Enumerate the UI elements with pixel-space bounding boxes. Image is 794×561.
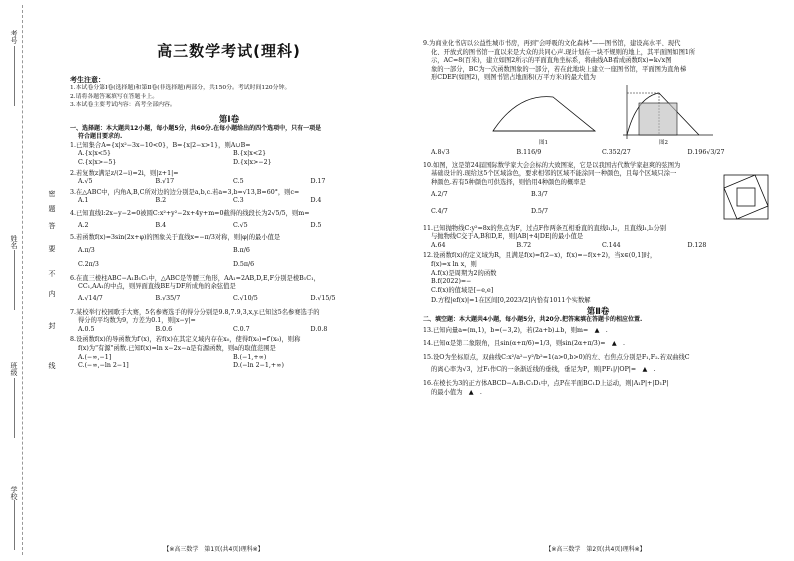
option: C.5 [233,178,244,186]
question-11-options [423,242,773,251]
option: B.π/6 [233,246,250,254]
question-9-options [423,149,773,158]
option: B.√17 [155,178,175,186]
figure-1-caption: 图1 [539,139,548,146]
option: B.3/7 [531,191,548,199]
question-9-cont: 形CDEF(如图2)，则图书馆占地面积(万平方米)的最大值为 [431,74,596,82]
page-2-footer: 【※高三数学 第2页(共4页)理科※】 [545,546,646,553]
figure-land-plots [423,83,773,149]
question-8: 8.设函数f(x)的导函数为f′(x)，若f(x)在其定义域内存在x₀，使得f(x₀)=f′(x₀)，则称 [70,336,301,344]
class-label: 班级 [10,362,18,376]
question-5: 5.若函数f(x)=3sin(2x+φ)的图象关于直线x=−π/3对称，则|φ|的最小值是 [70,234,281,242]
seal-char: 答 [48,222,56,229]
question-13: 13.已知向量a=(m,1)，b=(−3,2)，若(2a+b)⊥b，则m= ▲ . [423,327,608,335]
page-1-footer: 【※高三数学 第1页(共4页)理科※】 [163,546,264,553]
question-5-options [70,247,388,256]
exam-number-blank [14,46,15,106]
question-7-options [70,326,388,335]
question-8-options [70,362,388,371]
option: A.π/3 [78,246,95,254]
option: C.144 [602,241,621,249]
option: C.f(x)的值域是[−e,e] [431,286,494,294]
section-1-intro-cont: 符合题目要求的. [78,133,123,141]
question-6-cont: CC₁,AA₁的中点，则异面直线BE与DF所成角的余弦值是 [78,283,236,291]
option: C.2π/3 [78,261,99,269]
question-9-cont: 象的一部分，BC为一次函数图象的一部分，若在此地块上建立一座图书馆，平面图为直角梯 [431,65,687,73]
option: D.{x|x>−2} [233,158,272,166]
section-1-heading: 第Ⅰ卷 [218,114,240,125]
seal-line [22,5,23,555]
option: B.√35/7 [155,295,181,303]
page2-content [423,40,773,398]
question-11-cont: 与抛物线C交于A,B和D,E，则|AB|+4|DE|的最小值是 [431,233,584,241]
question-4: 4.已知直线l:2x−y−2=0被圆C:x²+y²−2x+4y+m=0截得的线段长为2√5/5，则m= [70,209,310,217]
question-4-options [70,222,388,231]
option: C.√5 [233,221,248,229]
binding-margin [0,0,60,561]
option: C.√10/5 [233,295,258,303]
notice-heading: 考生注意： [70,75,105,84]
question-11: 11.已知抛物线C:y²=8x的焦点为F，过点F作两条互相垂直的直线l₁,l₂，且直线l₁,l₂分别 [423,224,667,232]
seal-char: 线 [48,362,56,369]
question-10-options [423,191,631,200]
option: B.{x|x<2} [233,150,267,158]
section-2-intro: 二、填空题：本大题共4小题，每小题5分，共20分.把答案填在答题卡的相应位置. [423,316,643,324]
option: A.√14/7 [78,295,103,303]
section-2-heading: 第Ⅱ卷 [586,306,610,317]
option: D.196√3/27 [687,148,725,156]
name-label: 姓名 [10,235,18,249]
question-8-cont: f(x)为"有源"函数.已知f(x)=ln x−2x−a是有源函数，则a的取值范围是 [78,345,276,353]
question-3-options [70,197,388,206]
option: D.方程|ef(x)|=1在区间[0,2023/2]内恰有1011个实数解 [431,297,591,305]
question-10-cont: 种颜色.若有5种颜色可供选择，则恰用4种颜色的概率是 [431,178,586,186]
seal-char: 题 [48,205,56,212]
question-16-cont: 的最小值为 ▲ . [431,389,482,397]
option: C.3 [233,197,244,205]
question-5-options [70,261,388,270]
option: D.128 [687,241,707,249]
option: D.17 [310,178,326,186]
option: A.0.5 [78,325,95,333]
question-2: 2.若复数z满足z/(2−i)=2i，则|z+1|= [70,169,179,177]
option: C.0.7 [233,325,250,333]
seal-char: 密 [48,190,56,197]
fig2-trapezoid [639,103,677,135]
question-9-figures [423,83,773,149]
section-1-intro: 一、选择题：本大题共12小题，每小题5分，共60分.在每小题给出的四个选项中，只有一项是 [70,124,322,132]
exam-number-label: 考号 [10,30,18,44]
option: C.352/27 [602,148,631,156]
option: A.8√3 [431,148,450,156]
exam-title: 高三数学考试(理科) [157,42,301,60]
option: A.(−∞,−1] [78,353,112,361]
question-7-cont: 得分的平均数为9，方差为0.1，则|x−y|= [78,317,196,325]
question-16: 16.在棱长为3的正方体ABCD−A₁B₁C₁D₁中，点P在平面BC₁D上运动，则|A₁P|+|D₁P| [423,380,669,388]
question-12-cont: f(x)=x ln x，则 [431,260,477,268]
option: D.5π/6 [233,261,255,269]
seal-char: 要 [48,245,56,252]
school-blank [14,500,15,550]
question-14: 14.已知α是第二象限角，且sin(α+π/6)=1/3，则sin(2α+π/3)= ▲ . [423,339,625,347]
option: A.{x|x<5} [78,150,112,158]
question-3: 3.在△ABC中，内角A,B,C所对边的边分别是a,b,c.若a=3,b=√13,B=60°，则c= [70,188,300,196]
question-10-cont: 基础设计的.现给这5个区域涂色，要求相邻的区域不能涂同一种颜色，且每个区域只涂一 [431,170,677,178]
option: A.1 [78,197,89,205]
fig1-outline [493,97,595,131]
question-9: 9.为商业化书店以公益性城市书房，再到"会呼吸的文化森林"——图书馆，建设高水平、现代 [423,40,681,47]
question-6: 6.在直三棱柱ABC−A₁B₁C₁中，△ABC是等腰三角形，AA₁=2AB,D,E,F分别是棱B₁C₁， [70,274,320,282]
question-1: 1.已知集合A={x|x²−3x−10<0}，B={x|2−x>1}，则A∪B= [70,141,251,149]
seal-char: 内 [48,290,56,297]
option: D.√15/5 [310,295,336,303]
option: A.2/7 [431,191,448,199]
option: A.64 [431,241,446,249]
question-9-cont: 示，AC=8(百米)，建立如图2所示的平面直角坐标系，将曲线AB看成函数f(x)=k√x图 [431,57,672,65]
option: D.(−ln 2−1,+∞) [233,362,284,370]
option: C.4/7 [431,207,448,215]
question-7: 7.某校举行校园歌手大赛，5名参赛选手的得分分别是9.8,7.9,3,x,y.已知这5名参赛选手的 [70,308,320,316]
notice-item: 3.本试卷主要考试内容：高考全部内容。 [70,102,176,109]
option: B.72 [516,241,532,249]
option: B.(−1,+∞) [233,353,267,361]
notice-item: 1.本试卷分第Ⅰ卷(选择题)和第Ⅱ卷(非选择题)两部分，共150分。考试时间120分钟。 [70,85,291,92]
question-10: 10.如图，这是第24届国际数学家大会会标的大致图案，它是以我国古代数学家赵爽的弦图为 [423,161,681,169]
exam-page-2 [397,0,794,561]
school-label: 学校 [10,486,18,500]
seal-char: 不 [48,270,56,277]
option: B.0.6 [155,325,173,333]
option: B.4 [155,221,167,229]
option: D.5/7 [531,207,548,215]
option: B.2 [155,197,167,205]
question-9-cont: 化、开放式的图书馆一直以来是大众的共同心声.现计划在一块不规则的地上，其平面图如图1所 [431,48,696,56]
question-6-options [70,295,388,304]
option: B.f(2022)=− [431,278,472,286]
question-15: 15.设O为坐标原点，双曲线C:x²/a²−y²/b²=1(a>0,b>0)的左、右焦点分别是F₁,F₂.若双曲线C [423,354,690,362]
option: D.5 [310,221,322,229]
option: C.{x|x>−5} [78,158,117,166]
figure-2-caption: 图2 [659,139,668,146]
page1-content [70,42,388,371]
option: D.0.8 [310,325,328,333]
option: A.2 [78,221,89,229]
question-15-cont: 的离心率为√3，过F₁作C的一条渐近线的垂线，垂足为P，则|PF₁|/|OP|= ▲ . [431,365,656,373]
question-10-options [423,208,631,217]
question-8-options [70,354,388,363]
option: C.(−∞,−ln 2−1] [78,362,129,370]
question-12: 12.设函数f(x)的定义域为R，且满足f(x)=f(2−x)，f(x)=−f(x+2)，当x∈(0,1]时， [423,252,657,260]
notice-item: 2.请将各题答案填写在答题卡上。 [70,93,159,100]
question-10-block [423,162,773,217]
question-1-options [70,159,388,168]
option: A.√5 [78,178,93,186]
option: B.116/9 [516,148,542,156]
class-blank [14,378,15,438]
question-1-options [70,150,388,159]
option: D.4 [310,197,322,205]
seal-char: 封 [48,322,56,329]
zhao-shuang-diagram [723,174,769,220]
name-blank [14,250,15,310]
option: A.f(x)是周期为2的函数 [431,269,497,277]
question-2-options [70,178,388,187]
